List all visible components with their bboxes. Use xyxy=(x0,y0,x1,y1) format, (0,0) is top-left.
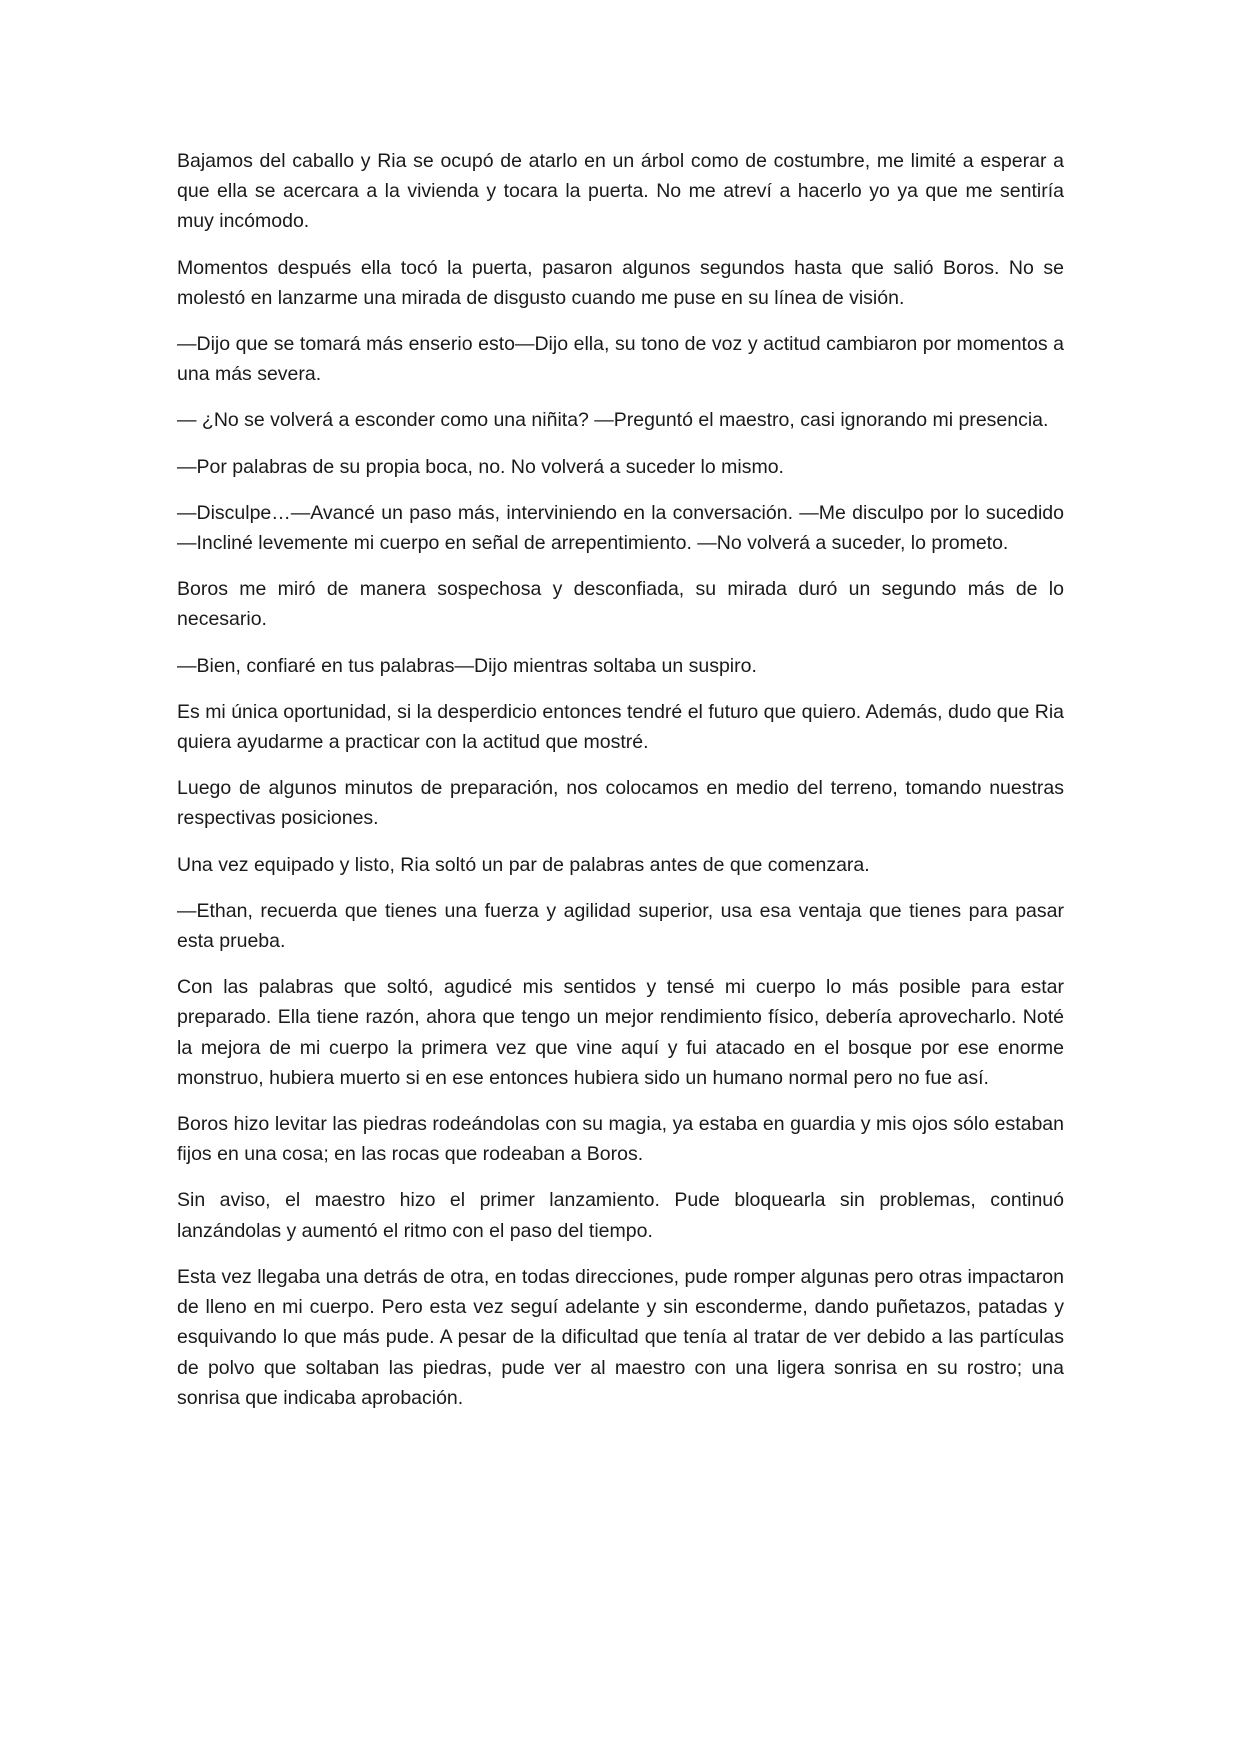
paragraph: —Ethan, recuerda que tienes una fuerza y agilidad superior, usa esa ventaja que tienes para pasar esta prueba. xyxy=(177,899,1064,953)
body-text xyxy=(177,146,1064,1429)
paragraph: Luego de algunos minutos de preparación, nos colocamos en medio del terreno, tomando nuestras respectivas posiciones. xyxy=(177,777,1064,830)
paragraph: Boros hizo levitar las piedras rodeándolas con su magia, ya estaba en guardia y mis ojos sólo estaban fijos en una cosa; en las rocas que rodeaban a Boros. xyxy=(177,1113,1064,1166)
paragraph: Esta vez llegaba una detrás de otra, en todas direcciones, pude romper algunas pero otras impactaron de lleno en mi cuerpo. Pero esta vez seguí adelante y sin esconderme, dando puñetazos, patadas y esquivando lo que más pude. A pesar de la dificultad que tenía al tratar de ver debido a las partículas de polvo que soltaban las piedras, pude ver al maestro con una ligera sonrisa en su rostro; una sonrisa que indicaba aprobación. xyxy=(177,1265,1064,1409)
paragraph: Momentos después ella tocó la puerta, pasaron algunos segundos hasta que salió Boros. No se molestó en lanzarme una mirada de disgusto cuando me puse en su línea de visión. xyxy=(177,256,1064,309)
paragraph: Es mi única oportunidad, si la desperdicio entonces tendré el futuro que quiero. Además, dudo que Ria quiera ayudarme a practicar con la actitud que mostré. xyxy=(177,700,1064,754)
paragraph: —Por palabras de su propia boca, no. No volverá a suceder lo mismo. xyxy=(177,455,784,478)
paragraph: Una vez equipado y listo, Ria soltó un par de palabras antes de que comenzara. xyxy=(177,853,870,876)
paragraph: —Dijo que se tomará más enserio esto—Dijo ella, su tono de voz y actitud cambiaron por momentos a una más severa. xyxy=(177,333,1064,386)
paragraph: Con las palabras que soltó, agudicé mis sentidos y tensé mi cuerpo lo más posible para estar preparado. Ella tiene razón, ahora que tengo un mejor rendimiento físico, debería aprovecharlo. Noté la mejora de mi cuerpo la primera vez que vine aquí y fui atacado en el bosque por ese enorme monstruo, hubiera muerto si en ese entonces hubiera sido un humano normal pero no fue así. xyxy=(177,976,1064,1089)
paragraph: Bajamos del caballo y Ria se ocupó de atarlo en un árbol como de costumbre, me limité a esperar a que ella se acercara a la vivienda y tocara la puerta. No me atreví a hacerlo yo ya que me sentiría muy incómodo. xyxy=(177,150,1064,233)
paragraph: Boros me miró de manera sospechosa y desconfiada, su mirada duró un segundo más de lo necesario. xyxy=(177,578,1064,631)
paragraph: —Disculpe…—Avancé un paso más, interviniendo en la conversación. —Me disculpo por lo sucedido—Incliné levemente mi cuerpo en señal de arrepentimiento. —No volverá a suceder, lo prometo. xyxy=(177,501,1064,555)
paragraph: — ¿No se volverá a esconder como una niñita? —Preguntó el maestro, casi ignorando mi presencia. xyxy=(177,409,1049,432)
paragraph: Sin aviso, el maestro hizo el primer lanzamiento. Pude bloquearla sin problemas, continuó lanzándolas y aumentó el ritmo con el paso del tiempo. xyxy=(177,1189,1064,1242)
paragraph: —Bien, confiaré en tus palabras—Dijo mientras soltaba un suspiro. xyxy=(177,654,757,677)
